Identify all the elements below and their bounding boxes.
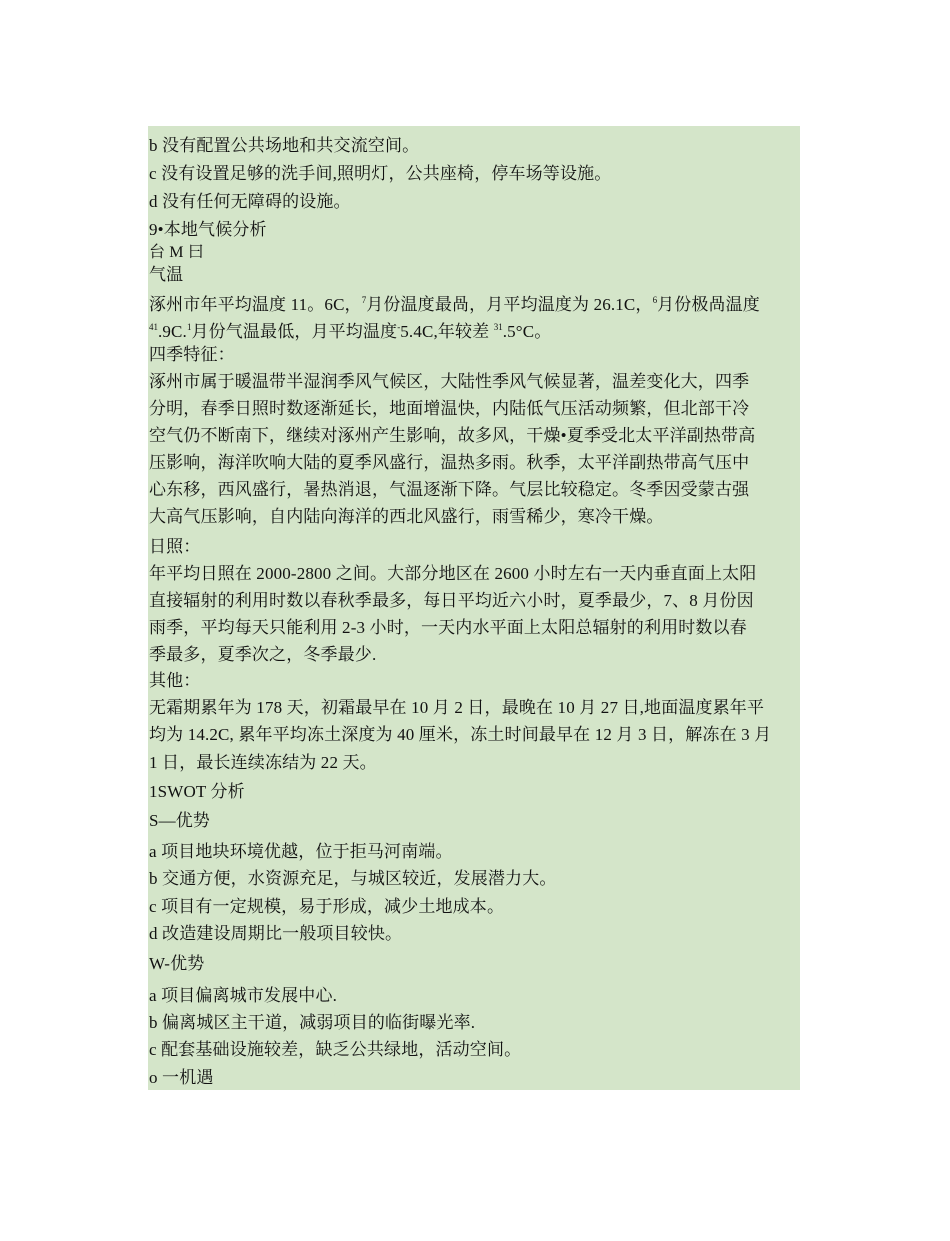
section-heading: 1SWOT 分析	[149, 782, 245, 801]
document-text-block	[148, 126, 800, 1090]
text-line: 心东移，西风盛行，暑热消退，气温逐渐下降。气层比较稳定。冬季因受蒙古强	[149, 480, 750, 499]
text-line: 台 M 曰	[149, 244, 204, 261]
text-line: 分明，春季日照时数逐渐延长，地面增温快，内陆低气压活动频繁，但北部干冷	[149, 399, 750, 418]
text-line: 均为 14.2C, 累年平均冻土深度为 40 厘米，冻土时间最早在 12 月 3 日，解冻在 3 月	[149, 725, 772, 744]
text-line: 直接辐射的利用时数以春秋季最多，每日平均近六小时，夏季最少，7、8 月份因	[149, 591, 754, 610]
list-item: c 配套基础设施较差，缺乏公共绿地，活动空间。	[149, 1040, 522, 1059]
text-line: d 没有任何无障碍的设施。	[149, 192, 351, 211]
text-line: 大高气压影响，自内陆向海洋的西北风盛行，雨雪稀少，寒冷干燥。	[149, 507, 664, 526]
text-line: 涿州市年平均温度 11。6C，$^7$月份温度最咼，月平均温度为 26.1C，$^6$月份极咼温度	[149, 295, 760, 314]
text-line: c 没有设置足够的洗手间,照明灯，公共座椅，停车场等设施。	[149, 164, 612, 183]
subheading: W-优势	[149, 954, 205, 973]
list-item: a 项目地块环境优越，位于拒马河南端。	[149, 842, 453, 861]
list-item: c 项目有一定规模，易于形成，减少土地成本。	[149, 897, 505, 916]
subheading: 气温	[149, 265, 184, 284]
text-line: 无霜期累年为 178 天，初霜最早在 10 月 2 日，最晚在 10 月 27 日,地面温度累年平	[149, 698, 765, 717]
subheading: o 一机遇	[149, 1068, 214, 1087]
text-line: 压影响，海洋吹响大陆的夏季风盛行，温热多雨。秋季，太平洋副热带高气压中	[149, 453, 750, 472]
list-item: d 改造建设周期比一般项目较快。	[149, 924, 403, 943]
text-line: $^{41}$.9C.$^1$月份气温最低，月平均温度-5.4C,年较差 $^{31}$.5°C。	[149, 322, 552, 341]
text-line: 涿州市属于暖温带半湿润季风气候区，大陆性季风气候显著，温差变化大，四季	[149, 372, 750, 391]
list-item: a 项目偏离城市发展中心.	[149, 986, 337, 1005]
text-line: 年平均日照在 2000-2800 之间。大部分地区在 2600 小时左右一天内垂直面上太阳	[149, 564, 757, 583]
text-line: b 没有配置公共场地和共交流空间。	[149, 136, 420, 155]
text-line: 1 日，最长连续冻结为 22 天。	[149, 753, 377, 772]
list-item: b 偏离城区主干道，减弱项目的临街曝光率.	[149, 1013, 476, 1032]
text-line: 季最多，夏季次之，冬季最少.	[149, 645, 377, 664]
subheading: 日照：	[149, 537, 201, 556]
text-line: 雨季，平均每天只能利用 2-3 小时，一天内水平面上太阳总辐射的利用时数以春	[149, 618, 747, 637]
section-heading: 9•本地气候分析	[149, 220, 267, 239]
subheading: S—优势	[149, 811, 211, 830]
list-item: b 交通方便，水资源充足，与城区较近，发展潜力大。	[149, 869, 557, 888]
text-line: 空气仍不断南下，继续对涿州产生影响，故多风，干燥•夏季受北太平洋副热带高	[149, 426, 756, 445]
subheading: 其他：	[149, 671, 201, 690]
subheading: 四季特征：	[149, 345, 235, 364]
